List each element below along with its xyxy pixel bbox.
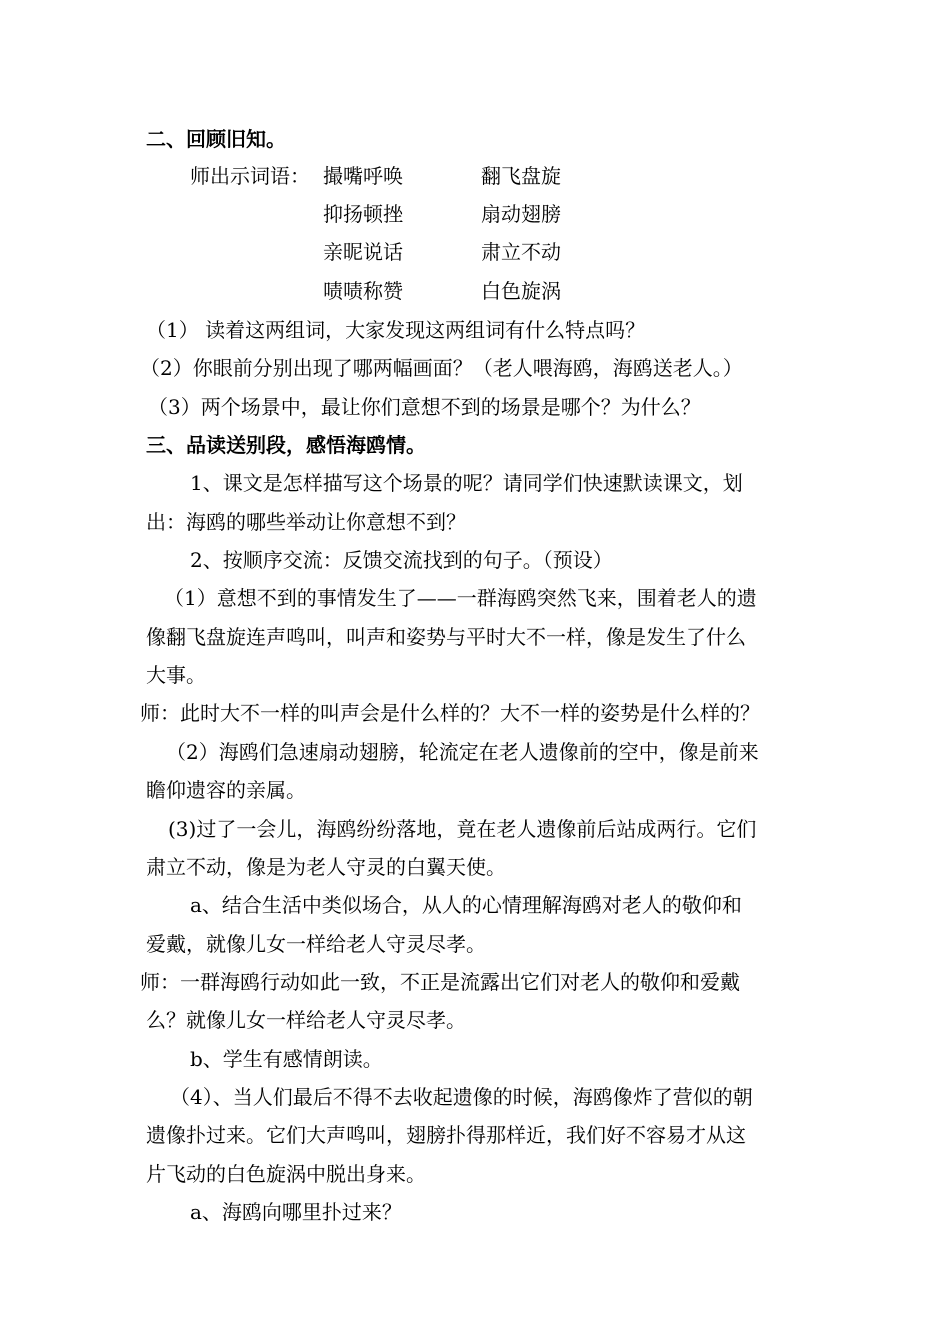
section-heading-review: 二、回顾旧知。: [146, 127, 286, 151]
quote-line: （2）海鸥们急速扇动翅膀，轮流定在老人遗像前的空中，像是前来: [166, 740, 759, 764]
teacher-line: 么？就像儿女一样给老人守灵尽孝。: [146, 1008, 466, 1032]
word-left: 抑扬顿挫: [323, 202, 403, 226]
quote-line: 遗像扑过来。它们大声鸣叫，翅膀扑得那样近，我们好不容易才从这: [146, 1123, 746, 1147]
word-left: 亲昵说话: [323, 240, 403, 264]
quote-line: 大事。: [146, 663, 206, 687]
section-heading-reading: 三、品读送别段，感悟海鸥情。: [146, 433, 426, 457]
teacher-line: 师：此时大不一样的叫声会是什么样的？大不一样的姿势是什么样的？: [140, 701, 760, 725]
word-right: 扇动翅膀: [481, 202, 561, 226]
quote-line: （1）意想不到的事情发生了——一群海鸥突然飞来，围着老人的遗: [164, 586, 757, 610]
word-row: [0, 272, 950, 311]
word-row: [0, 157, 950, 196]
quote-line: （4）、当人们最后不得不去收起遗像的时候，海鸥像炸了营似的朝: [170, 1085, 753, 1109]
paragraph-line: 1、课文是怎样描写这个场景的呢？请同学们快速默读课文，划: [190, 471, 743, 495]
paragraph-line: 出：海鸥的哪些举动让你意想不到？: [146, 510, 466, 534]
question-1: （1） 读着这两组词，大家发现这两组词有什么特点吗？: [146, 318, 646, 342]
word-right: 白色旋涡: [481, 279, 561, 303]
word-left: 啧啧称赞: [323, 279, 403, 303]
note-line: a、海鸥向哪里扑过来？: [190, 1200, 402, 1224]
paragraph-line: 2、按顺序交流：反馈交流找到的句子。（预设）: [190, 548, 613, 572]
word-right: 翻飞盘旋: [481, 164, 561, 188]
quote-line: 瞻仰遗容的亲属。: [146, 778, 306, 802]
quote-line: 片飞动的白色旋涡中脱出身来。: [146, 1162, 426, 1186]
note-line: a、结合生活中类似场合，从人的心情理解海鸥对老人的敬仰和: [190, 893, 742, 917]
word-left: 撮嘴呼唤: [323, 164, 403, 188]
word-right: 肃立不动: [481, 240, 561, 264]
note-line: 爱戴，就像儿女一样给老人守灵尽孝。: [146, 932, 486, 956]
quote-line: 像翻飞盘旋连声鸣叫，叫声和姿势与平时大不一样，像是发生了什么: [146, 625, 746, 649]
question-3: （3）两个场景中，最让你们意想不到的场景是哪个？为什么？: [148, 395, 701, 419]
word-row: [0, 195, 950, 234]
note-line: b、学生有感情朗读。: [190, 1047, 383, 1071]
word-row: [0, 233, 950, 272]
quote-line: (3)过了一会儿，海鸥纷纷落地，竟在老人遗像前后站成两行。它们: [168, 817, 757, 841]
question-2: （2）你眼前分别出现了哪两幅画面？（老人喂海鸥，海鸥送老人。）: [140, 356, 743, 380]
quote-line: 肃立不动，像是为老人守灵的白翼天使。: [146, 855, 506, 879]
word-list-label: 师出示词语：: [190, 164, 310, 188]
teacher-line: 师：一群海鸥行动如此一致，不正是流露出它们对老人的敬仰和爱戴: [140, 970, 740, 994]
